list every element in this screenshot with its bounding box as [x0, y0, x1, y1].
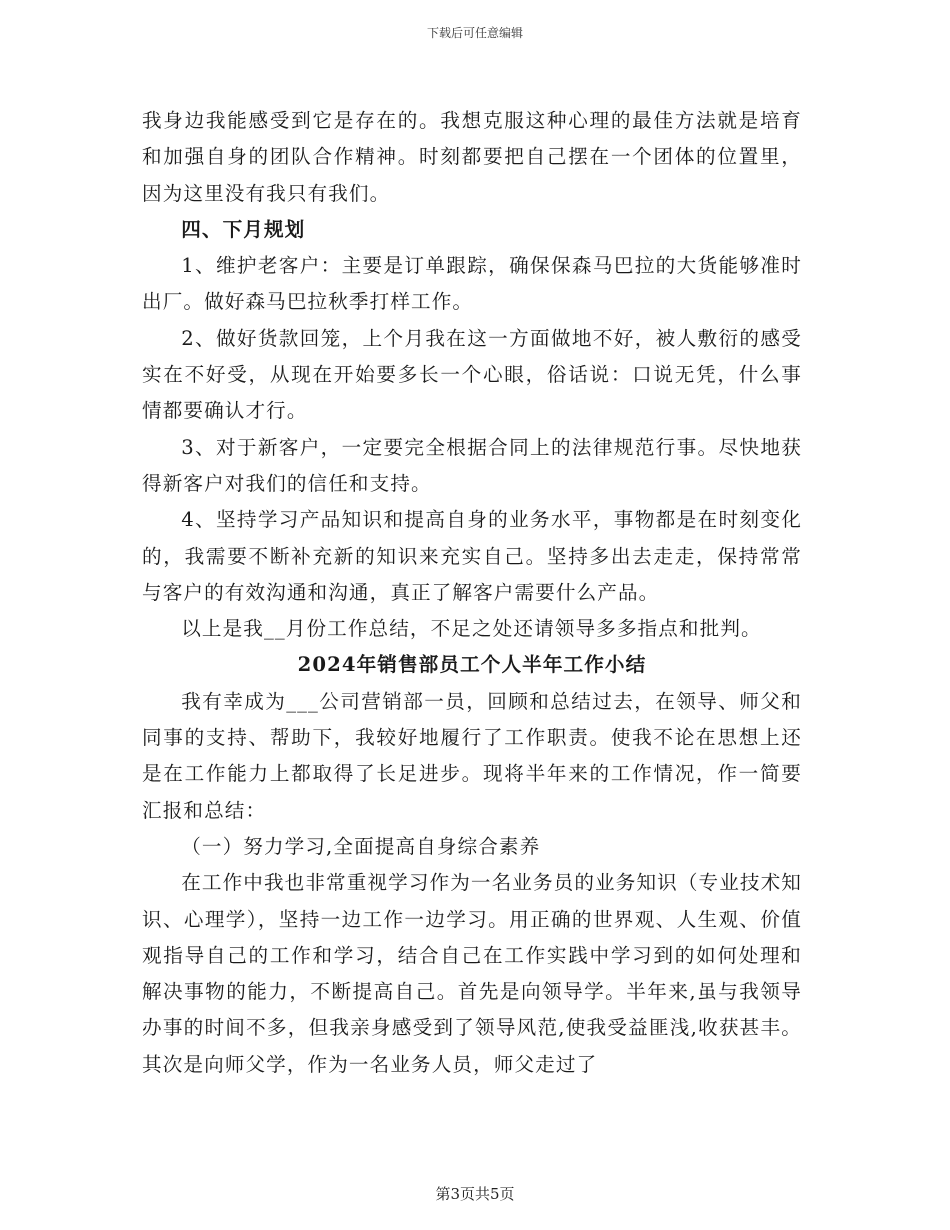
page-header-note: 下载后可任意编辑	[426, 26, 523, 40]
page-number: 第3页共5页	[435, 1185, 515, 1203]
subsection-heading-study: （一）努力学习,全面提高自身综合素养	[181, 834, 541, 858]
plan-item-4: 4、坚持学习产品知识和提高自身的业务水平，事物都是在时刻变化的，我需要不断补充新的知识来充实自己。坚持多出去走走，保持常常与客户的有效沟通和沟通，真正了解客户需要什么产品。	[142, 508, 802, 604]
closing-paragraph: 以上是我__月份工作总结，不足之处还请领导多多指点和批判。	[181, 617, 762, 641]
plan-item-1: 1、维护老客户：主要是订单跟踪，确保保森马巴拉的大货能够准时出厂。做好森马巴拉秋季打样工作。	[142, 254, 802, 314]
plan-item-3: 3、对于新客户，一定要完全根据合同上的法律规范行事。尽快地获得新客户对我们的信任和支持。	[142, 435, 802, 495]
intro-paragraph: 我有幸成为___公司营销部一员，回顾和总结过去，在领导、师父和同事的支持、帮助下，我较好地履行了工作职责。使我不论在思想上还是在工作能力上都取得了长足进步。现将半年来的工作情况，作一简要汇报和总结：	[142, 689, 802, 822]
study-paragraph: 在工作中我也非常重视学习作为一名业务员的业务知识（专业技术知识、心理学），坚持一边工作一边学习。用正确的世界观、人生观、价值观指导自己的工作和学习，结合自己在工作实践中学习到的如何处理和解决事物的能力，不断提高自己。首先是向领导学。半年来,虽与我领导办事的时间不多，但我亲身感受到了领导风范,使我受益匪浅,收获甚丰。其次是向师父学，作为一名业务人员，师父走过了	[142, 871, 802, 1076]
section-heading-next-month-plan: 四、下月规划	[181, 217, 306, 241]
paragraph-continuation: 我身边我能感受到它是存在的。我想克服这种心理的最佳方法就是培育和加强自身的团队合作精神。时刻都要把自己摆在一个团体的位置里，因为这里没有我只有我们。	[142, 109, 802, 205]
document-body	[142, 103, 802, 1083]
document-title: 2024年销售部员工个人半年工作小结	[297, 653, 647, 677]
plan-item-2: 2、做好货款回笼，上个月我在这一方面做地不好，被人敷衍的感受实在不好受，从现在开始要多长一个心眼，俗话说：口说无凭，什么事情都要确认才行。	[142, 326, 802, 423]
